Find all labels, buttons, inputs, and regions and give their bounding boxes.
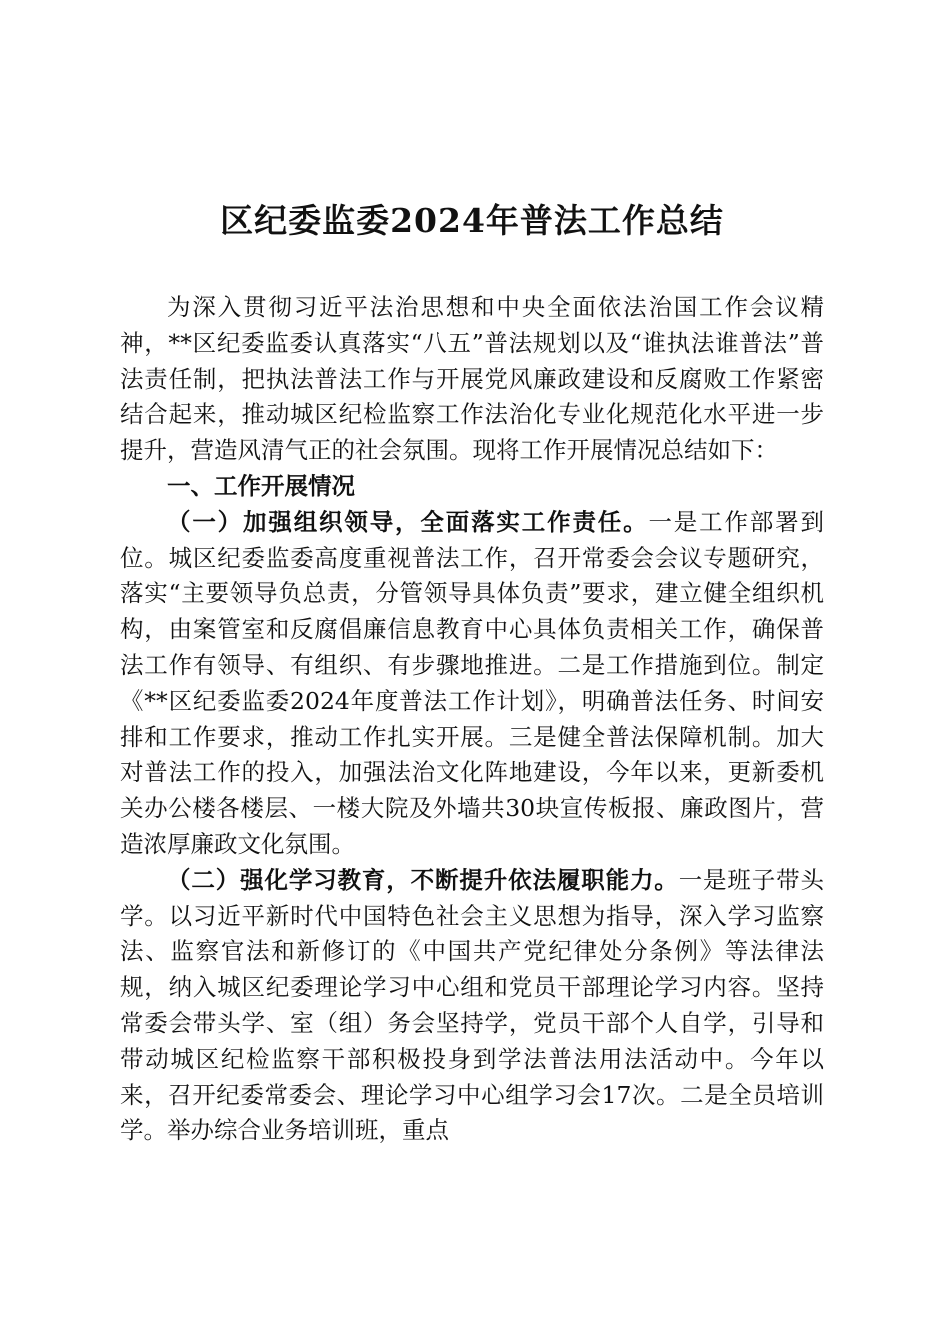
- subsection-2-body: 一是班子带头学。以习近平新时代中国特色社会主义思想为指导，深入学习监察法、监察官法和新修订的《中国共产党纪律处分条例》等法律法规，纳入城区纪委理论学习中心组和党员干部理论学习内容。坚持常委会带头学、室（组）务会坚持学，党员干部个人自学，引导和带动城区纪检监察干部积极投身到学法普法用法活动中。今年以来，召开纪委常委会、理论学习中心组学习会17次。二是全员培训学。举办综合业务培训班，重点: [120, 865, 825, 1145]
- section-heading-1: 一、工作开展情况: [167, 471, 355, 500]
- subsection-2-paragraph: [120, 863, 824, 1149]
- subsection-1-lead: （一）加强组织领导，全面落实工作责任。: [167, 507, 649, 536]
- document-title: 区纪委监委2024年普法工作总结: [220, 201, 724, 240]
- intro-paragraph: 为深入贯彻习近平法治思想和中央全面依法治国工作会议精神，**区纪委监委认真落实“八五”普法规划以及“谁执法谁普法”普法责任制，把执法普法工作与开展党风廉政建设和反腐败工作紧密结合起来，推动城区纪检监察工作法治化专业化规范化水平进一步提升，营造风清气正的社会氛围。现将工作开展情况总结如下：: [120, 293, 824, 465]
- document-body: [120, 290, 824, 1149]
- subsection-2-lead: （二）强化学习教育，不断提升依法履职能力。: [167, 865, 679, 894]
- subsection-1-body: 一是工作部署到位。城区纪委监委高度重视普法工作，召开常委会会议专题研究，落实“主要领导负总责，分管领导具体负责”要求，建立健全组织机构，由案管室和反腐倡廉信息教育中心具体负责相关工作，确保普法工作有领导、有组织、有步骤地推进。二是工作措施到位。制定《**区纪委监委2024年度普法工作计划》，明确普法任务、时间安排和工作要求，推动工作扎实开展。三是健全普法保障机制。加大对普法工作的投入，加强法治文化阵地建设，今年以来，更新委机关办公楼各楼层、一楼大院及外墙共30块宣传板报、廉政图片，营造浓厚廉政文化氛围。: [120, 507, 825, 858]
- subsection-1-paragraph: [120, 505, 824, 863]
